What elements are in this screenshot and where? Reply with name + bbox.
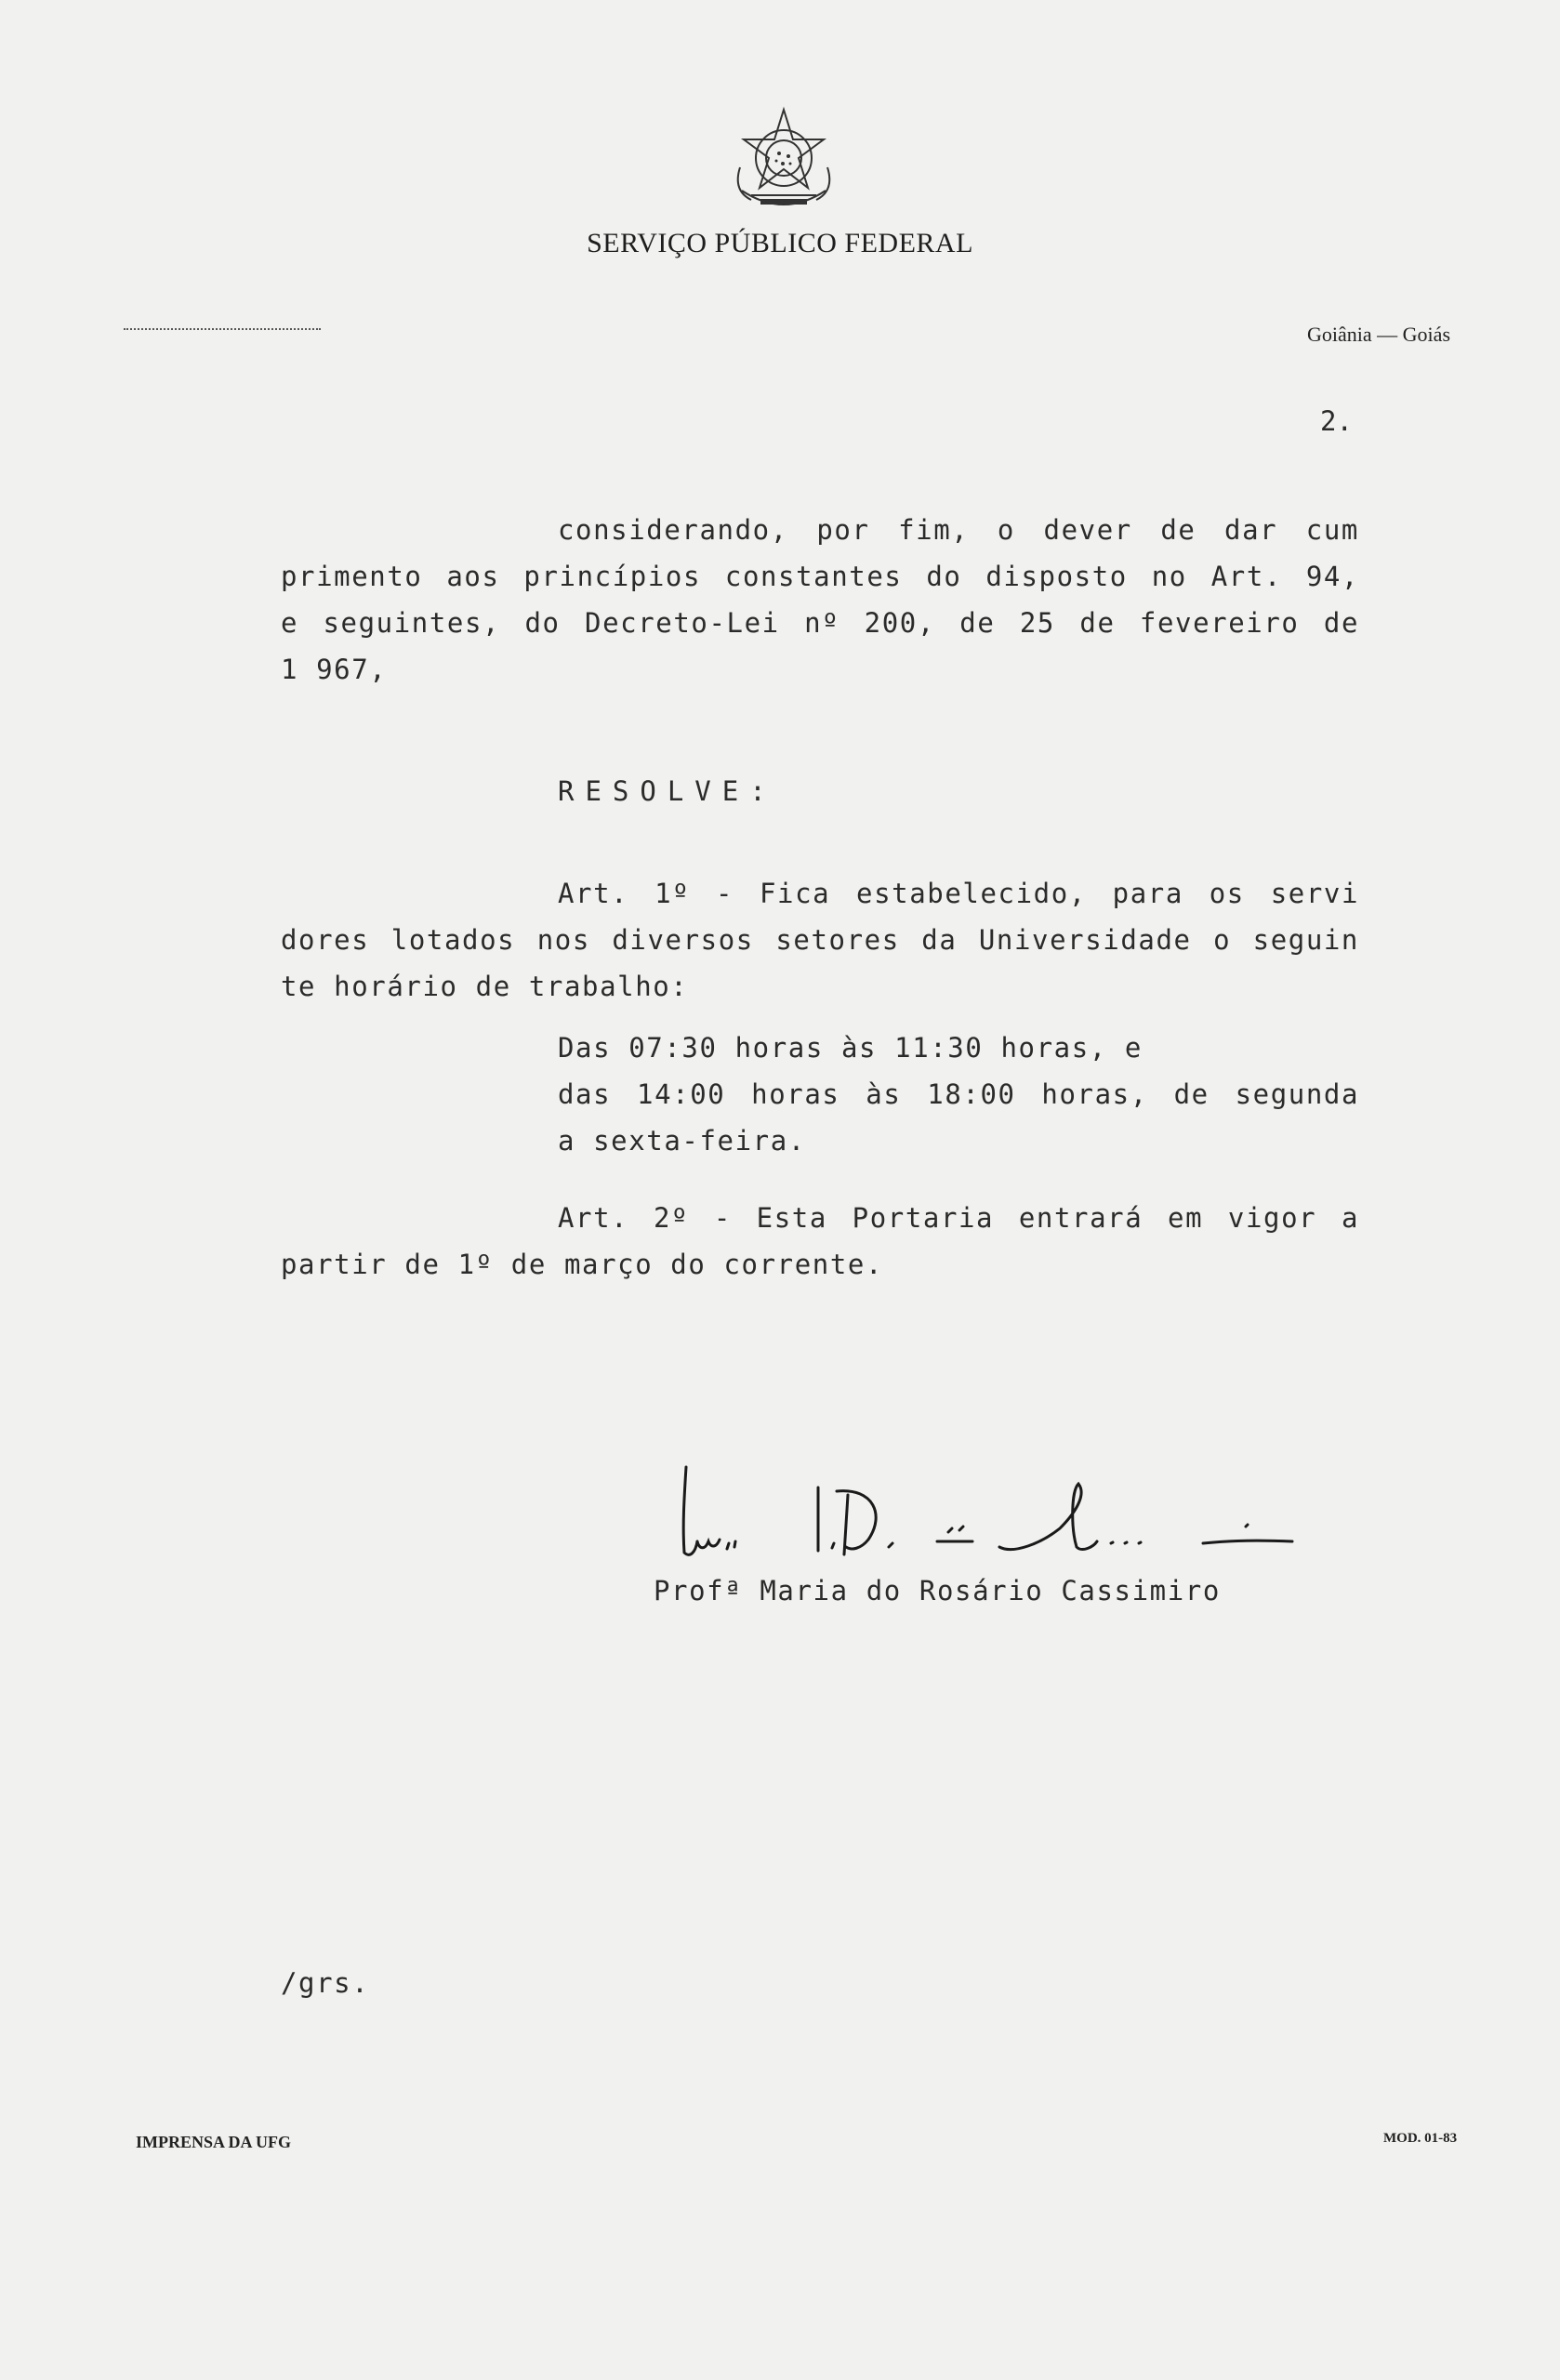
printer-credit: IMPRENSA DA UFG	[136, 2133, 292, 2151]
article-line: Art. 1º - Fica estabelecido, para os servi	[558, 878, 1359, 909]
article-line: dores lotados nos diversos setores da Universidade o seguin	[281, 924, 1359, 956]
header-title: SERVIÇO PÚBLICO FEDERAL	[587, 228, 973, 258]
page-number: 2.	[1320, 405, 1353, 437]
body-line: considerando, por fim, o dever de dar cum	[558, 514, 1359, 546]
resolve-heading: RESOLVE:	[558, 775, 777, 807]
typist-initials: /grs.	[281, 1967, 370, 1999]
body-line: 1 967,	[281, 654, 388, 685]
national-coat-of-arms	[723, 102, 844, 223]
schedule-line: das 14:00 horas às 18:00 horas, de segunda	[558, 1078, 1359, 1110]
article-line: Art. 2º - Esta Portaria entrará em vigor a	[558, 1202, 1359, 1234]
signatory-name: Profª Maria do Rosário Cassimiro	[654, 1575, 1221, 1606]
article-line: te horário de trabalho:	[281, 971, 689, 1002]
body-line: primento aos princípios constantes do disposto no Art. 94,	[281, 561, 1359, 592]
schedule-line: a sexta-feira.	[558, 1125, 806, 1157]
form-code: MOD. 01-83	[1383, 2131, 1458, 2146]
body-line: e seguintes, do Decreto-Lei nº 200, de 25 de fevereiro de	[281, 607, 1359, 639]
dotted-line	[124, 328, 321, 330]
schedule-line: Das 07:30 horas às 11:30 horas, e	[558, 1032, 1143, 1064]
city-location: Goiânia — Goiás	[1307, 323, 1450, 346]
handwritten-signature	[641, 1450, 1311, 1562]
article-line: partir de 1º de março do corrente.	[281, 1249, 884, 1280]
